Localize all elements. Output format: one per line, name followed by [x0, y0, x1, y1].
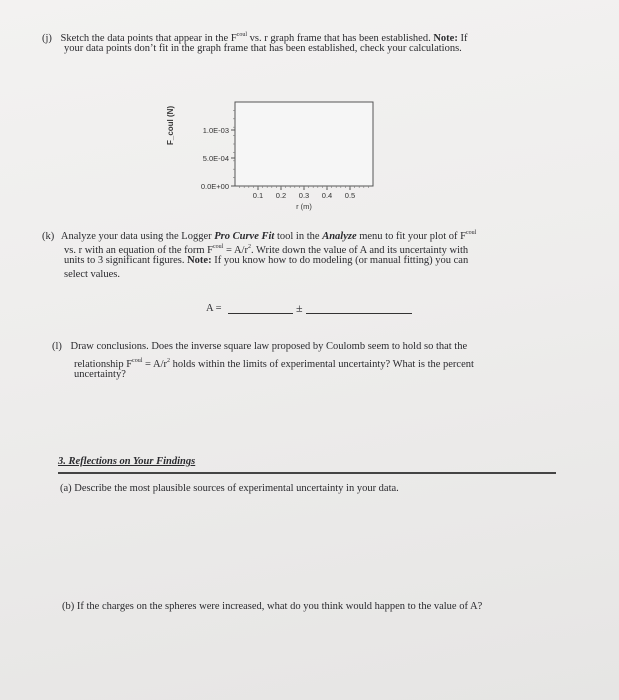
question-k-sup3: 2	[247, 244, 251, 250]
x-tick-label: 0.2	[275, 191, 287, 200]
question-l-line3: uncertainty?	[74, 369, 126, 380]
chart-x-axis-label: r (m)	[296, 202, 312, 211]
question-k-line2-b: = A/r	[223, 245, 248, 256]
question-l-label: (l)	[52, 341, 62, 352]
answer-a-value-field[interactable]	[228, 313, 293, 314]
question-j-text-1: Sketch the data points that appear in the F	[60, 33, 237, 44]
question-k-label: (k)	[42, 231, 55, 242]
chart-y-axis-label: F_coul (N)	[166, 105, 175, 145]
question-k-text-c: tool in the	[274, 231, 323, 242]
question-k-line4: select values.	[64, 269, 120, 280]
question-k-line2-c: . Write down the value of A and its uncertainty with	[250, 245, 469, 256]
section-divider	[58, 472, 556, 474]
y-tick-label: 5.0E-04	[202, 154, 229, 163]
question-k-line3	[64, 254, 564, 268]
plot-area	[235, 102, 373, 186]
question-k-tool: Pro Curve Fit	[214, 231, 275, 242]
question-k-line3-b: If you know how to do modeling (or manual fitting) you can	[211, 255, 469, 266]
answer-a-label: A =	[206, 303, 222, 314]
question-l-line2-a: relationship F	[74, 359, 133, 370]
x-tick-label: 0.4	[321, 191, 333, 200]
question-l-line2-b: = A/r	[142, 359, 167, 370]
question-j-text-1c: If	[457, 33, 468, 44]
question-k-menu: Analyze	[322, 231, 357, 242]
x-tick-label: 0.5	[344, 191, 356, 200]
section-3-heading: 3. Reflections on Your Findings	[58, 456, 196, 467]
reflection-question-b: (b) If the charges on the spheres were increased, what do you think would happen to the value of A?	[62, 601, 483, 612]
answer-a-uncertainty-field[interactable]	[306, 313, 412, 314]
question-j-sup: coul	[236, 32, 248, 38]
question-l-sup2: 2	[166, 358, 170, 364]
question-k-line2-a: vs. r with an equation of the form F	[64, 245, 214, 256]
question-k-text-e: menu to fit your plot of F	[356, 231, 466, 242]
question-j-label: (j)	[42, 33, 52, 44]
question-j-text-1b: vs. r graph frame that has been established.	[247, 33, 434, 44]
question-k-line3-a: units to 3 significant figures.	[64, 255, 188, 266]
question-l-line2-c: holds within the limits of experimental uncertainty? What is the percent	[169, 359, 474, 370]
question-k-sup2: coul	[213, 244, 224, 250]
reflection-question-a: (a) Describe the most plausible sources of experimental uncertainty in your data.	[60, 483, 399, 494]
x-tick-label: 0.1	[252, 191, 264, 200]
question-l-text-1: Draw conclusions. Does the inverse square law proposed by Coulomb seem to hold so that the	[70, 341, 468, 352]
question-l-sup: coul	[132, 358, 143, 364]
question-l-line2	[74, 354, 574, 372]
question-k-note: Note:	[187, 255, 212, 266]
y-tick-label: 1.0E-03	[202, 126, 229, 135]
graph-frame	[160, 98, 390, 218]
question-j-note: Note:	[433, 33, 458, 44]
y-tick-label: 0.0E+00	[200, 182, 229, 191]
x-tick-label: 0.3	[298, 191, 310, 200]
question-k-text-a: Analyze your data using the Logger	[60, 231, 215, 242]
plus-minus-sign: ±	[296, 301, 303, 315]
question-k-sup1: coul	[465, 230, 477, 236]
question-l	[52, 340, 572, 354]
question-j-line2: your data points don’t fit in the graph frame that has been established, check your calculations.	[64, 43, 462, 54]
